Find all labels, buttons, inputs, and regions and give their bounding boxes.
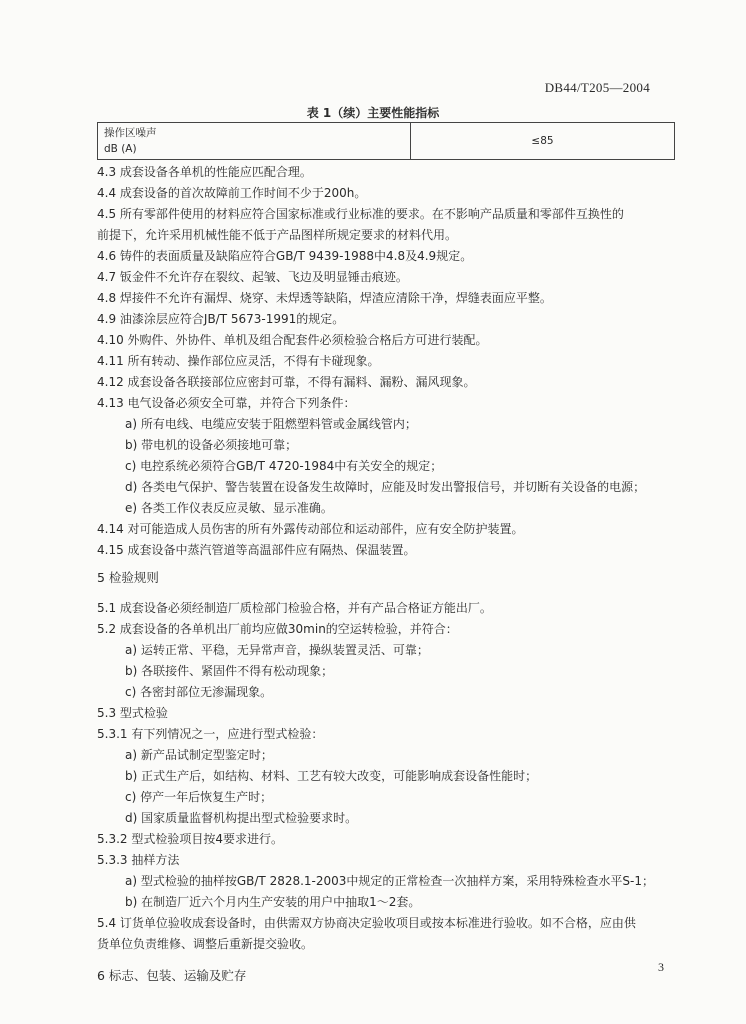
standard-number: DB44/T205—2004 [544,80,650,95]
text-line: 4.6 铸件的表面质量及缺陷应符合GB/T 9439-1988中4.8及4.9规定。 [97,249,473,263]
noise-unit: dB (A) [104,143,137,155]
text-line: 4.4 成套设备的首次故障前工作时间不少于200h。 [97,186,367,200]
text-line: 4.8 焊接件不允许有漏焊、烧穿、未焊透等缺陷，焊渣应清除干净，焊缝表面应平整。 [97,291,552,305]
text-line: 4.7 钣金件不允许存在裂纹、起皱、飞边及明显锤击痕迹。 [97,270,408,284]
text-line: a) 运转正常、平稳，无异常声音，操纵装置灵活、可靠； [125,643,429,657]
table-cell-label [98,123,411,160]
table-cell-value: ≤85 [411,123,675,160]
text-line: d) 各类电气保护、警告装置在设备发生故障时，应能及时发出警报信号，并切断有关设备的电源； [125,480,646,494]
text-line: 5.4 订货单位验收成套设备时，由供需双方协商决定验收项目或按本标准进行验收。如不合格，应由供 [97,916,636,930]
section-heading: 6 标志、包装、运输及贮存 [97,968,247,983]
text-line: 4.12 成套设备各联接部位应密封可靠，不得有漏料、漏粉、漏风现象。 [97,375,476,389]
text-line: 5.3.1 有下列情况之一，应进行型式检验： [97,727,324,741]
text-line: 4.11 所有转动、操作部位应灵活，不得有卡碰现象。 [97,354,380,368]
table-caption: 表 1（续）主要性能指标 [306,106,440,120]
table-row [98,123,675,160]
text-line: b) 带电机的设备必须接地可靠； [125,438,298,452]
text-line: b) 在制造厂近六个月内生产安装的用户中抽取1～2套。 [125,895,421,909]
noise-label: 操作区噪声 [104,127,157,139]
text-line: c) 各密封部位无渗漏现象。 [125,685,273,699]
section-heading: 5 检验规则 [97,570,159,585]
text-line: 4.15 成套设备中蒸汽管道等高温部件应有隔热、保温装置。 [97,543,416,557]
text-line: 4.14 对可能造成人员伤害的所有外露传动部位和运动部件，应有安全防护装置。 [97,522,524,536]
text-line: a) 新产品试制定型鉴定时； [125,748,273,762]
text-line: 4.5 所有零部件使用的材料应符合国家标准或行业标准的要求。在不影响产品质量和零部件互换性的 [97,207,624,221]
performance-table [97,122,675,160]
text-line: 5.3 型式检验 [97,706,168,720]
text-line: 前提下，允许采用机械性能不低于产品图样所规定要求的材料代用。 [97,228,458,242]
text-line: 5.3.3 抽样方法 [97,853,180,867]
page-number: 3 [658,960,664,974]
text-line: d) 国家质量监督机构提出型式检验要求时。 [125,811,358,825]
text-line: 5.1 成套设备必须经制造厂质检部门检验合格，并有产品合格证方能出厂。 [97,601,492,615]
text-line: e) 各类工作仪表反应灵敏、显示准确。 [125,501,333,515]
text-line: a) 型式检验的抽样按GB/T 2828.1-2003中规定的正常检查一次抽样方案，采用特殊检查水平S-1； [125,874,655,888]
text-line: 4.3 成套设备各单机的性能应匹配合理。 [97,165,312,179]
text-line: 货单位负责维修、调整后重新提交验收。 [97,937,314,951]
text-line: b) 各联接件、紧固件不得有松动现象； [125,664,334,678]
text-line: 4.13 电气设备必须安全可靠，并符合下列条件： [97,396,356,410]
text-line: c) 停产一年后恢复生产时； [125,790,273,804]
text-line: a) 所有电线、电缆应安装于阻燃塑料管或金属线管内； [125,417,417,431]
text-line: 4.9 油漆涂层应符合JB/T 5673-1991的规定。 [97,312,345,326]
text-line: c) 电控系统必须符合GB/T 4720-1984中有关安全的规定； [125,459,443,473]
text-line: b) 正式生产后，如结构、材料、工艺有较大改变，可能影响成套设备性能时； [125,769,538,783]
text-line: 5.2 成套设备的各单机出厂前均应做30min的空运转检验，并符合： [97,622,458,636]
text-line: 5.3.2 型式检验项目按4要求进行。 [97,832,283,846]
text-line: 4.10 外购件、外协件、单机及组合配套件必须检验合格后方可进行装配。 [97,333,488,347]
